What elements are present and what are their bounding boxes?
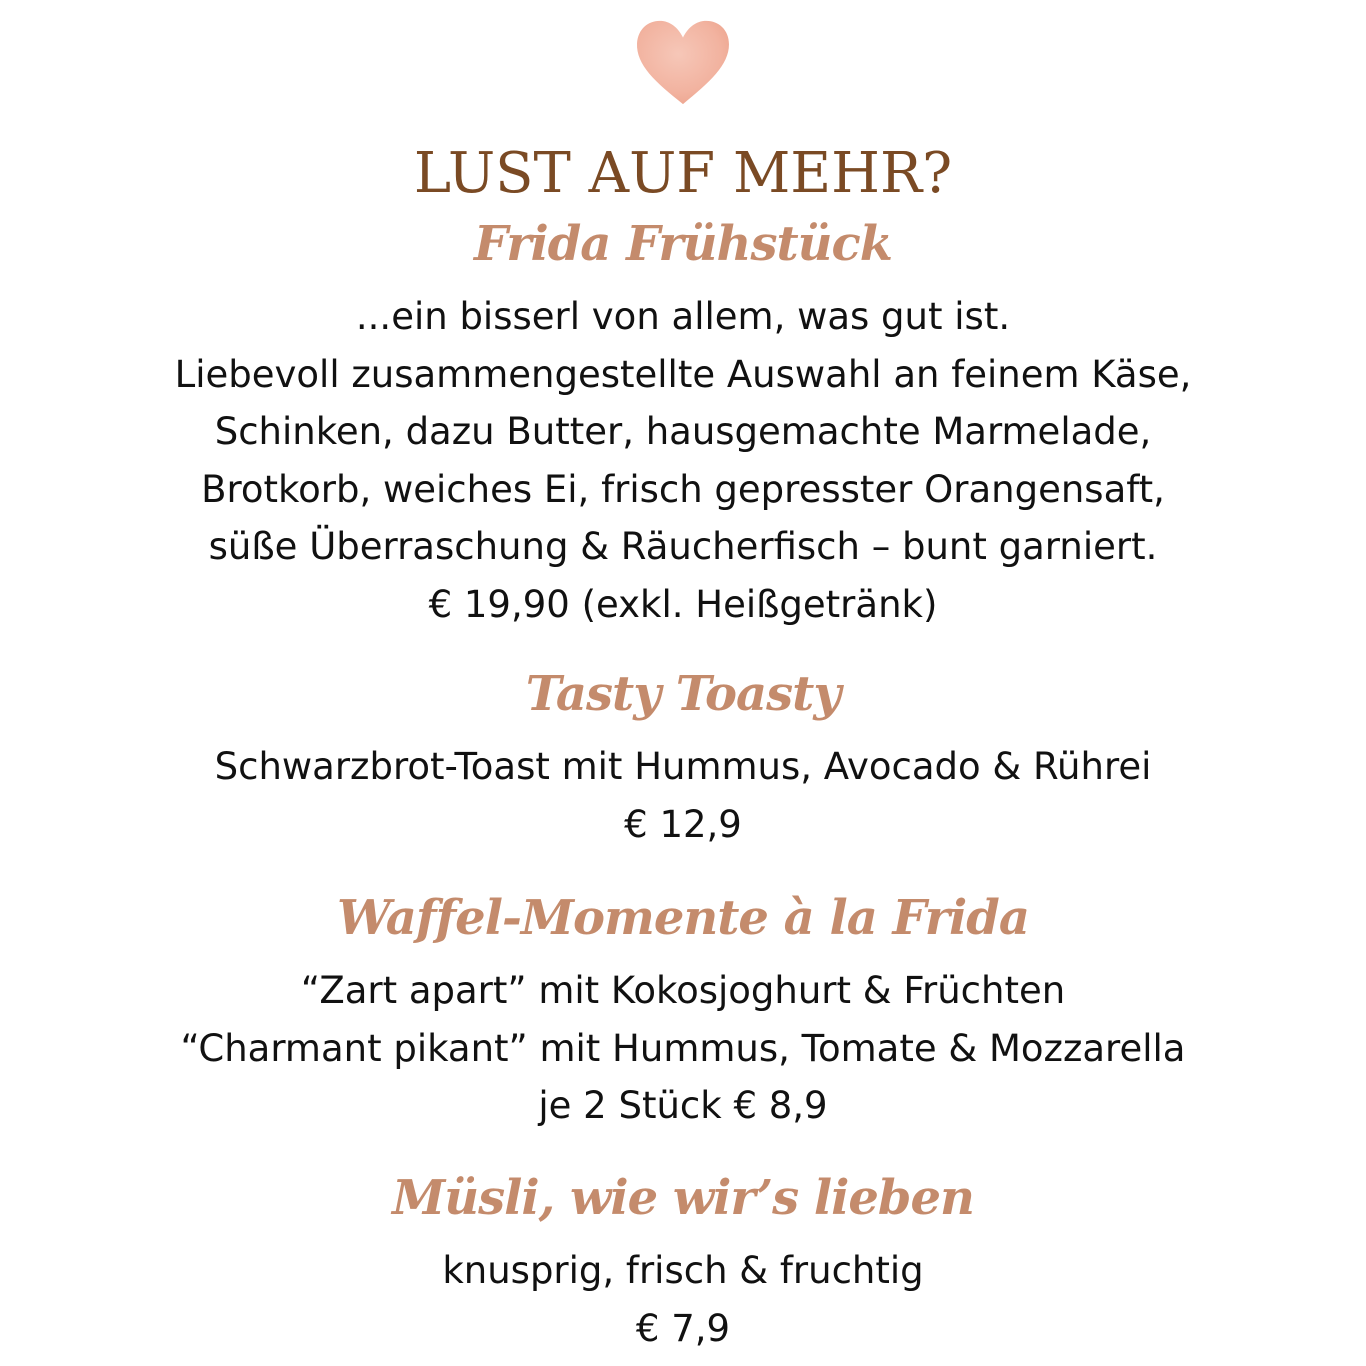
section-title-tasty-toasty: Tasty Toasty: [525, 666, 841, 722]
section-price: € 12,9: [624, 802, 742, 846]
section-title-frida-fruehstueck: Frida Frühstück: [473, 216, 893, 272]
section-line: Brotkorb, weiches Ei, frisch gepresster Orangensaft,: [201, 467, 1165, 511]
section-line: “Charmant pikant” mit Hummus, Tomate & Mozzarella: [180, 1026, 1186, 1070]
page-title: LUST AUF MEHR?: [413, 141, 953, 206]
heart-icon: [634, 18, 732, 108]
section-line: ...ein bisserl von allem, was gut ist.: [355, 295, 1011, 338]
section-price: je 2 Stück € 8,9: [538, 1084, 828, 1127]
section-line: süße Überraschung & Räucherfisch – bunt garniert.: [208, 525, 1158, 568]
section-price: € 7,9: [635, 1306, 731, 1350]
section-line: knusprig, frisch & fruchtig: [442, 1249, 924, 1292]
section-body-frida-fruehstueck: [0, 288, 1366, 633]
section-body-waffel-momente: [0, 962, 1366, 1135]
section-line: Schwarzbrot-Toast mit Hummus, Avocado & Rührei: [214, 745, 1152, 788]
section-price: € 19,90 (exkl. Heißgetränk): [428, 582, 938, 626]
section-title-muesli: Müsli, wie wir’s lieben: [392, 1170, 974, 1226]
section-line: “Zart apart” mit Kokosjoghurt & Früchten: [300, 969, 1066, 1012]
section-line: Schinken, dazu Butter, hausgemachte Marmelade,: [214, 410, 1152, 453]
section-body-muesli: [0, 1242, 1366, 1357]
section-body-tasty-toasty: [0, 738, 1366, 853]
section-line: Liebevoll zusammengestellte Auswahl an feinem Käse,: [174, 352, 1192, 396]
section-title-waffel-momente: Waffel-Momente à la Frida: [337, 890, 1029, 946]
